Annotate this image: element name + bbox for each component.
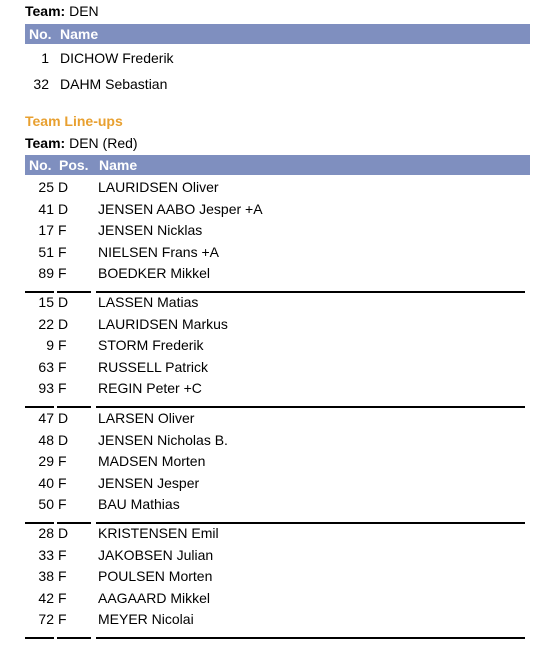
player-row (25, 242, 530, 262)
player-position: D (58, 525, 69, 541)
player-position: F (58, 496, 67, 512)
player-row (25, 199, 530, 219)
player-position: F (58, 358, 67, 375)
official-name: DICHOW Frederik (60, 50, 174, 66)
lineups-header-pos: Pos. (59, 157, 89, 173)
player-position: F (58, 474, 67, 491)
player-row (25, 545, 530, 565)
player-position: F (58, 546, 67, 563)
player-position: D (58, 294, 69, 310)
player-number: 42 (38, 589, 54, 606)
officials-table-header (25, 24, 530, 44)
player-name: JENSEN Jesper (98, 474, 200, 491)
player-row (25, 378, 530, 398)
player-name: STORM Frederik (98, 337, 204, 353)
player-row (25, 292, 530, 312)
player-position: D (58, 315, 69, 332)
player-number: 72 (38, 611, 54, 627)
player-row (25, 609, 530, 629)
player-number: 41 (38, 200, 54, 217)
player-number: 50 (38, 496, 54, 512)
player-name: KRISTENSEN Emil (98, 525, 219, 541)
player-position: F (58, 568, 67, 584)
player-name: REGIN Peter +C (98, 380, 202, 396)
lineups-table-header (25, 155, 530, 175)
officials-team-line (25, 3, 99, 19)
line-separator (96, 637, 525, 639)
player-position: F (58, 589, 67, 606)
player-position: D (58, 410, 69, 426)
lineups-team-value: DEN (Red) (69, 135, 138, 151)
player-position: F (58, 222, 67, 238)
player-row (25, 494, 530, 514)
player-position: F (58, 337, 67, 353)
player-number: 40 (38, 474, 54, 491)
player-name: LAURIDSEN Markus (98, 315, 228, 332)
player-position: F (58, 265, 67, 281)
player-row (25, 588, 530, 608)
player-number: 15 (38, 294, 54, 310)
official-row (25, 48, 530, 68)
player-number: 93 (38, 380, 54, 396)
officials-team-value: DEN (69, 3, 99, 19)
player-row (25, 451, 530, 471)
player-name: MEYER Nicolai (98, 611, 194, 627)
player-position: D (58, 179, 69, 195)
player-row (25, 473, 530, 493)
player-row (25, 220, 530, 240)
official-row (25, 74, 530, 94)
player-name: LASSEN Matias (98, 294, 199, 310)
lineups-header-no: No. (29, 157, 52, 173)
player-row (25, 566, 530, 586)
player-row (25, 357, 530, 377)
player-name: JENSEN Nicholas B. (98, 431, 228, 448)
player-position: F (58, 611, 67, 627)
officials-header-name: Name (60, 26, 99, 42)
player-number: 22 (38, 315, 54, 332)
player-row (25, 263, 530, 283)
player-number: 29 (38, 453, 54, 469)
officials-team-label: Team: (25, 3, 66, 19)
player-name: POULSEN Morten (98, 568, 213, 584)
player-position: F (58, 380, 67, 396)
player-number: 17 (38, 222, 54, 238)
player-name: LAURIDSEN Oliver (98, 179, 219, 195)
player-position: F (58, 243, 67, 260)
player-position: D (58, 431, 69, 448)
player-number: 25 (38, 179, 54, 195)
player-name: AAGAARD Mikkel (98, 589, 211, 606)
player-row (25, 523, 530, 543)
player-row (25, 335, 530, 355)
player-name: RUSSELL Patrick (98, 358, 208, 375)
player-row (25, 408, 530, 428)
player-number: 9 (46, 337, 54, 353)
player-name: NIELSEN Frans +A (98, 243, 219, 260)
player-number: 63 (38, 358, 54, 375)
player-name: MADSEN Morten (98, 453, 206, 469)
official-name: DAHM Sebastian (60, 76, 168, 92)
player-name: JENSEN Nicklas (98, 222, 203, 238)
player-row (25, 314, 530, 334)
player-row (25, 177, 530, 197)
player-position: F (58, 453, 67, 469)
player-number: 38 (38, 568, 54, 584)
lineups-team-line (25, 135, 138, 151)
player-number: 51 (38, 243, 54, 260)
player-row (25, 430, 530, 450)
player-name: LARSEN Oliver (98, 410, 195, 426)
player-position: D (58, 200, 69, 217)
official-number: 32 (33, 76, 49, 92)
player-number: 89 (38, 265, 54, 281)
player-number: 48 (38, 431, 54, 448)
lineups-header-name: Name (99, 157, 138, 173)
player-name: JAKOBSEN Julian (98, 546, 214, 563)
line-separator (57, 637, 91, 639)
player-number: 47 (38, 410, 54, 426)
player-name: BAU Mathias (98, 496, 180, 512)
lineups-title: Team Line-ups (25, 113, 123, 129)
player-name: JENSEN AABO Jesper +A (98, 200, 263, 217)
official-number: 1 (41, 50, 49, 66)
player-number: 33 (38, 546, 54, 563)
lineups-team-label: Team: (25, 135, 66, 151)
officials-header-no: No. (29, 26, 52, 42)
line-separator (25, 637, 54, 639)
player-number: 28 (38, 525, 54, 541)
player-name: BOEDKER Mikkel (98, 265, 211, 281)
